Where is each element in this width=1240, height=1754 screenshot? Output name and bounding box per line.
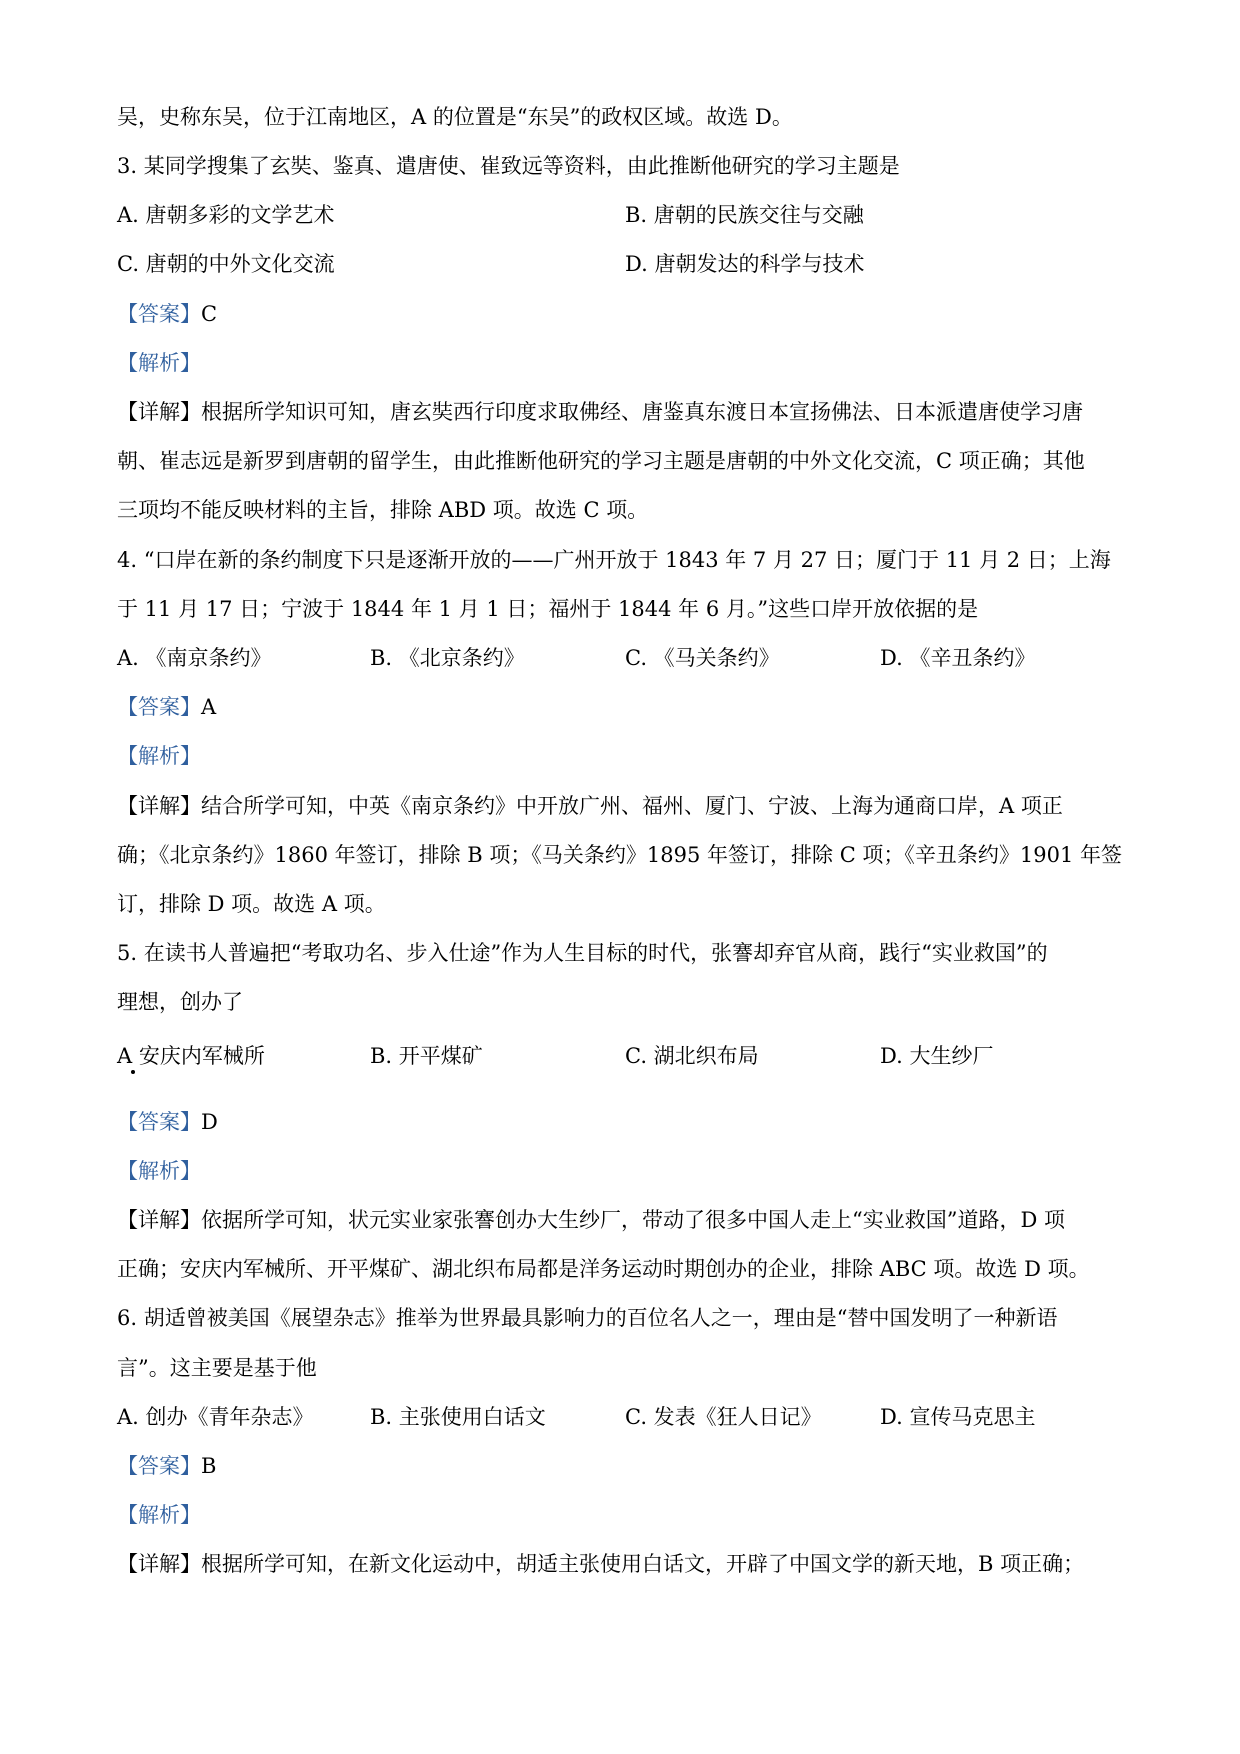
q5-answer xyxy=(117,1108,218,1136)
q4-detail-line-1 xyxy=(117,792,1063,820)
q5-option-d: D. 大生纱厂 xyxy=(880,1044,994,1068)
q3-option-a: A. 唐朝多彩的文学艺术 xyxy=(117,203,335,227)
q4-option-c: C. 《马关条约》 xyxy=(625,646,780,670)
q5-stem-line-2: 理想，创办了 xyxy=(117,990,243,1014)
q6-stem-line-2: 言”。这主要是基于他 xyxy=(117,1356,317,1380)
q6-option-a: A. 创办《青年杂志》 xyxy=(117,1405,314,1429)
q3-option-c: C. 唐朝的中外文化交流 xyxy=(117,252,335,276)
answer-label: 【答案】 xyxy=(117,695,201,719)
intro-line: 吴，史称东吴，位于江南地区，A 的位置是“东吴”的政权区域。故选 D。 xyxy=(117,105,793,129)
answer-label: 【答案】 xyxy=(117,1110,201,1134)
answer-label: 【答案】 xyxy=(117,302,201,326)
q4-stem-line-2: 于 11 月 17 日；宁波于 1844 年 1 月 1 日；福州于 1844 年 6 月。”这些口岸开放依据的是 xyxy=(117,597,979,621)
detail-text: 根据所学可知，在新文化运动中，胡适主张使用白话文，开辟了中国文学的新天地，B 项正确； xyxy=(201,1552,1085,1576)
q3-analysis-label: 【解析】 xyxy=(117,351,201,375)
detail-text: 依据所学可知，状元实业家张謇创办大生纱厂，带动了很多中国人走上“实业救国”道路，D 项 xyxy=(201,1208,1065,1232)
q3-answer xyxy=(117,300,217,328)
q3-detail-line-2: 朝、崔志远是新罗到唐朝的留学生，由此推断他研究的学习主题是唐朝的中外文化交流，C 项正确；其他 xyxy=(117,449,1085,473)
q3-detail-line-3: 三项均不能反映材料的主旨，排除 ABD 项。故选 C 项。 xyxy=(117,498,649,522)
q4-option-b: B. 《北京条约》 xyxy=(370,646,525,670)
detail-text: 结合所学可知，中英《南京条约》中开放广州、福州、厦门、宁波、上海为通商口岸，A 项正 xyxy=(201,794,1063,818)
q3-option-d: D. 唐朝发达的科学与技术 xyxy=(625,252,865,276)
detail-text: 根据所学知识可知，唐玄奘西行印度求取佛经、唐鉴真东渡日本宣扬佛法、日本派遣唐使学习唐 xyxy=(201,400,1083,424)
q6-answer xyxy=(117,1452,216,1480)
q4-analysis-label: 【解析】 xyxy=(117,744,201,768)
answer-value: C xyxy=(201,302,218,326)
detail-label: 【详解】 xyxy=(117,794,201,818)
q6-stem-line-1: 6. 胡适曾被美国《展望杂志》推举为世界最具影响力的百位名人之一，理由是“替中国发明了一种新语 xyxy=(117,1306,1058,1330)
q5-option-b: B. 开平煤矿 xyxy=(370,1044,483,1068)
q6-option-c: C. 发表《狂人日记》 xyxy=(625,1405,822,1429)
q5-detail-line-1 xyxy=(117,1206,1065,1234)
q5-analysis-label: 【解析】 xyxy=(117,1159,201,1183)
q4-detail-line-2: 确；《北京条约》1860 年签订，排除 B 项；《马关条约》1895 年签订，排除 C 项；《辛丑条约》1901 年签 xyxy=(117,843,1123,867)
q4-option-a: A. 《南京条约》 xyxy=(117,646,272,670)
q4-answer xyxy=(117,693,216,721)
q3-detail-line-1 xyxy=(117,398,1083,426)
detail-label: 【详解】 xyxy=(117,1552,201,1576)
q5-option-a: A 安庆内军械所 xyxy=(117,1044,265,1068)
q4-detail-line-3: 订，排除 D 项。故选 A 项。 xyxy=(117,892,386,916)
q6-detail-line-1 xyxy=(117,1550,1084,1578)
answer-value: D xyxy=(201,1110,218,1134)
q5-option-c: C. 湖北织布局 xyxy=(625,1044,759,1068)
answer-value: A xyxy=(201,695,217,719)
answer-value: B xyxy=(201,1454,217,1478)
q5-detail-line-2: 正确；安庆内军械所、开平煤矿、湖北织布局都是洋务运动时期创办的企业，排除 ABC 项。故选 D 项。 xyxy=(117,1257,1090,1281)
detail-label: 【详解】 xyxy=(117,1208,201,1232)
q6-analysis-label: 【解析】 xyxy=(117,1503,201,1527)
q6-option-d: D. 宣传马克思主 xyxy=(880,1405,1036,1429)
q4-stem-line-1: 4. “口岸在新的条约制度下只是逐渐开放的——广州开放于 1843 年 7 月 27 日；厦门于 11 月 2 日；上海 xyxy=(117,548,1111,572)
q3-option-b: B. 唐朝的民族交往与交融 xyxy=(625,203,864,227)
q3-stem: 3. 某同学搜集了玄奘、鉴真、遣唐使、崔致远等资料，由此推断他研究的学习主题是 xyxy=(117,154,900,178)
q6-option-b: B. 主张使用白话文 xyxy=(370,1405,546,1429)
answer-label: 【答案】 xyxy=(117,1454,201,1478)
q4-option-d: D. 《辛丑条约》 xyxy=(880,646,1036,670)
detail-label: 【详解】 xyxy=(117,400,201,424)
q5-stem-line-1: 5. 在读书人普遍把“考取功名、步入仕途”作为人生目标的时代，张謇却弃官从商，践行“实业救国”的 xyxy=(117,941,1048,965)
bullet-dot xyxy=(131,1070,135,1074)
